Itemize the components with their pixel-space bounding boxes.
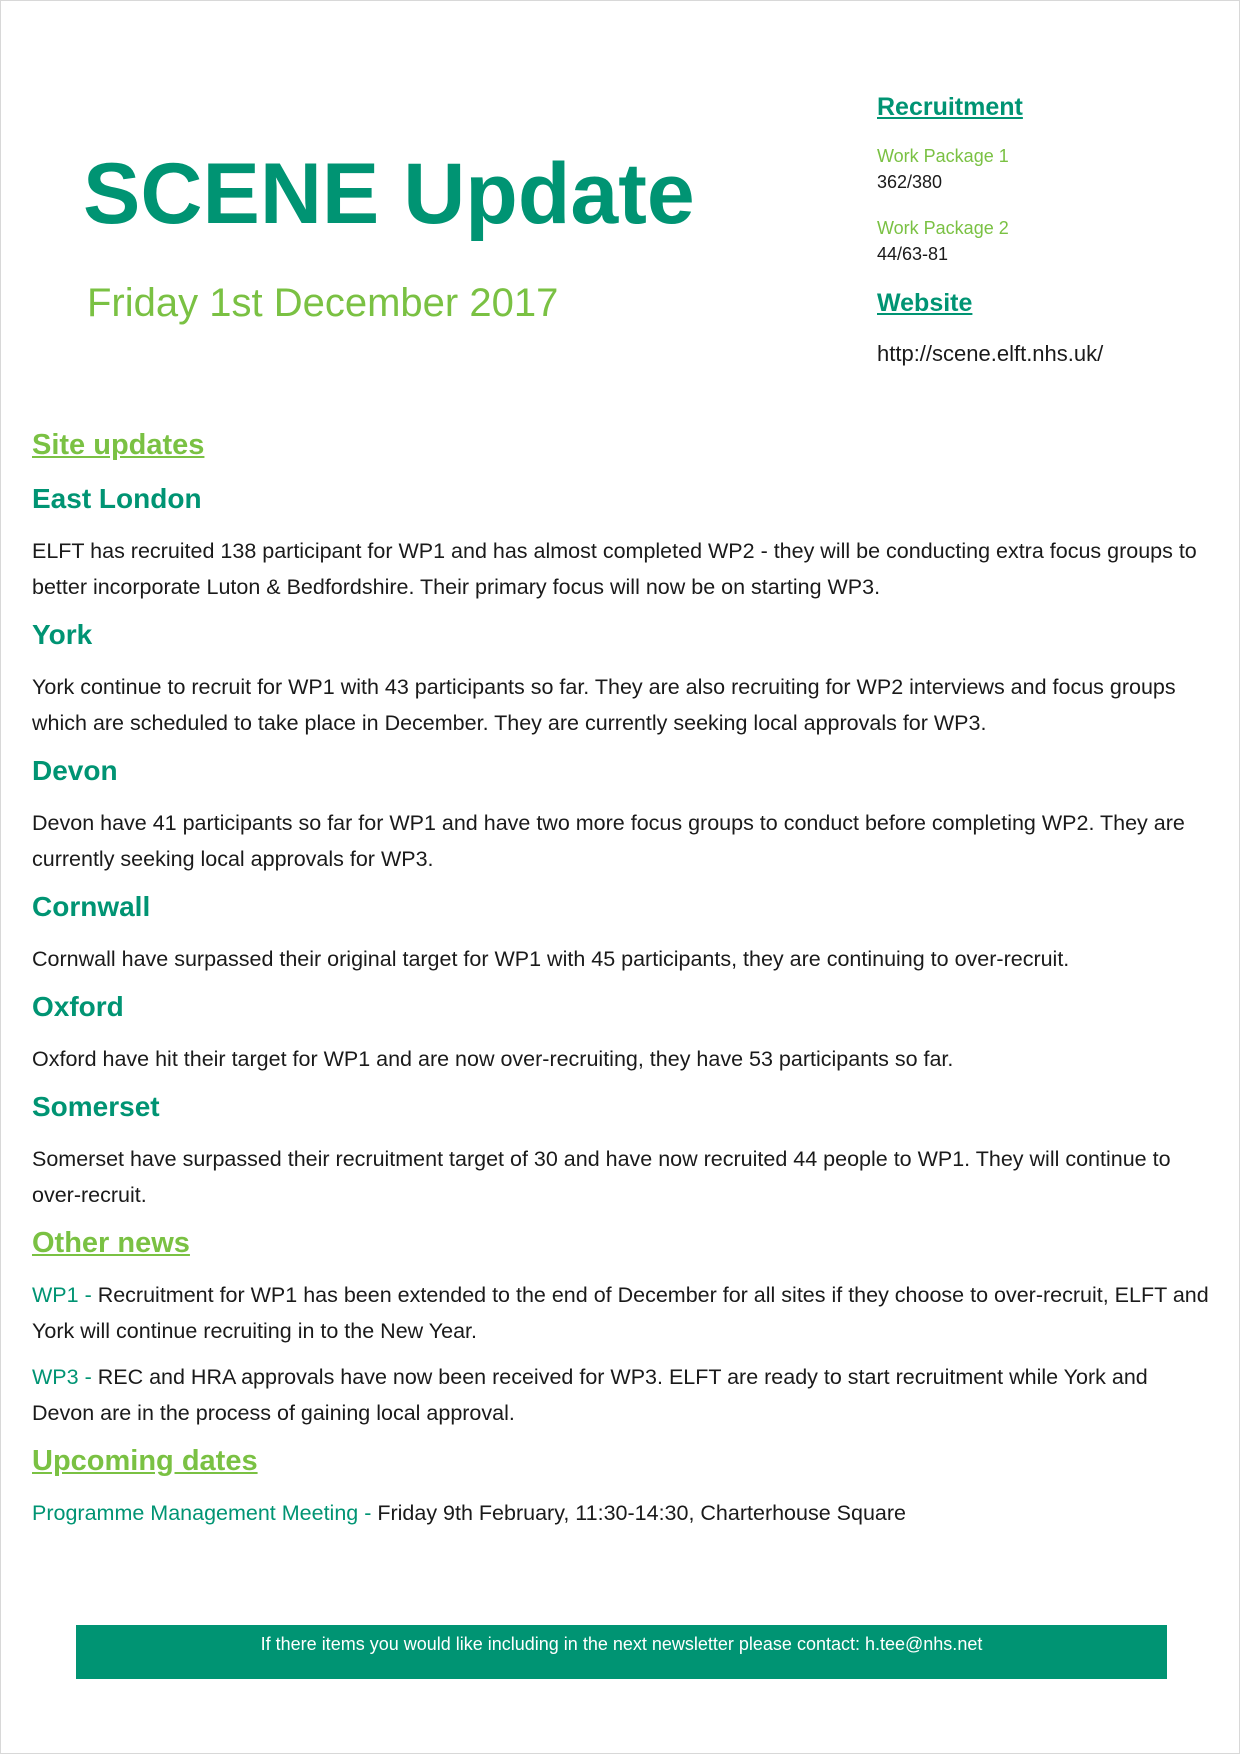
site-name: Somerset (32, 1091, 160, 1122)
site-text: York continue to recruit for WP1 with 43 participants so far. They are also recruiting for WP2 interviews and focus groups which are scheduled to take place in December. They are currently seeking local approvals for WP3. (32, 675, 1176, 735)
site-oxford (32, 987, 1212, 1077)
news-lead: WP3 - (32, 1365, 98, 1389)
site-text: Devon have 41 participants so far for WP1 and have two more focus groups to conduct before completing WP2. They are currently seeking local approvals for WP3. (32, 811, 1185, 871)
site-updates-heading: Site updates (32, 429, 205, 461)
sidebar (877, 91, 1217, 369)
event-text: Friday 9th February, 11:30-14:30, Charterhouse Square (377, 1501, 906, 1525)
site-text: Oxford have hit their target for WP1 and are now over-recruiting, they have 53 participants so far. (32, 1047, 954, 1071)
website-heading: Website (877, 289, 973, 317)
main-content (32, 425, 1212, 1541)
site-york (32, 615, 1212, 741)
site-east-london (32, 479, 1212, 605)
page-title: SCENE Update (83, 146, 695, 242)
upcoming-dates-heading: Upcoming dates (32, 1445, 258, 1477)
wp1-label: Work Package 1 (877, 146, 1009, 166)
website-url[interactable]: http://scene.elft.nhs.uk/ (877, 341, 1104, 366)
other-news-heading: Other news (32, 1227, 190, 1259)
issue-date: Friday 1st December 2017 (87, 281, 559, 325)
site-name: Cornwall (32, 891, 151, 922)
news-text: Recruitment for WP1 has been extended to the end of December for all sites if they choose to over-recruit, ELFT and York will continue recruiting in to the New Year. (32, 1283, 1209, 1343)
site-name: Devon (32, 755, 118, 786)
site-devon (32, 751, 1212, 877)
news-item-wp3 (32, 1359, 1212, 1431)
site-text: Cornwall have surpassed their original target for WP1 with 45 participants, they are continuing to over-recruit. (32, 947, 1070, 971)
footer-contact-bar: If there items you would like including in the next newsletter please contact: h.tee@nhs.net (76, 1625, 1167, 1679)
news-text: REC and HRA approvals have now been received for WP3. ELFT are ready to start recruitment while York and Devon are in the process of gaining local approval. (32, 1365, 1148, 1425)
site-name: York (32, 619, 93, 650)
wp2-label: Work Package 2 (877, 218, 1009, 238)
wp1-value: 362/380 (877, 172, 943, 192)
event-lead: Programme Management Meeting - (32, 1501, 378, 1525)
wp2-value: 44/63-81 (877, 244, 949, 264)
site-text: Somerset have surpassed their recruitment target of 30 and have now recruited 44 people to WP1. They will continue to over-recruit. (32, 1147, 1171, 1207)
site-cornwall (32, 887, 1212, 977)
site-text: ELFT has recruited 138 participant for WP1 and has almost completed WP2 - they will be conducting extra focus groups to better incorporate Luton & Bedfordshire. Their primary focus will now be on starting WP3. (32, 539, 1197, 599)
recruitment-heading: Recruitment (877, 93, 1023, 121)
site-name: East London (32, 483, 202, 514)
site-name: Oxford (32, 991, 124, 1022)
news-lead: WP1 - (32, 1283, 98, 1307)
site-somerset (32, 1087, 1212, 1213)
upcoming-date-item (32, 1495, 1212, 1531)
news-item-wp1 (32, 1277, 1212, 1349)
